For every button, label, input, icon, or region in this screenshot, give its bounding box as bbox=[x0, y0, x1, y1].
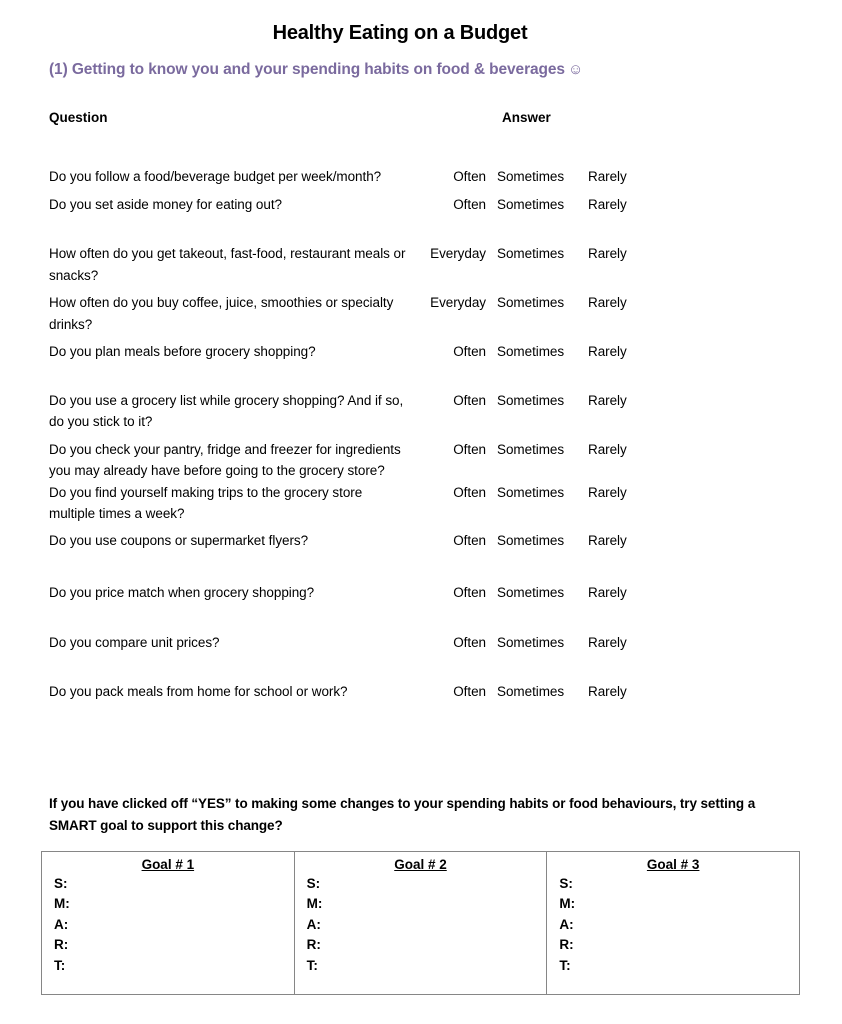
answer-option-sometimes[interactable]: Sometimes bbox=[497, 441, 565, 457]
answer-option-frequency[interactable]: Often bbox=[453, 484, 486, 500]
goal-column-header: Goal # 2 bbox=[394, 857, 447, 872]
question-text: Do you follow a food/beverage budget per week/month? bbox=[49, 169, 382, 184]
goal-line-label[interactable]: R: bbox=[559, 937, 574, 953]
answer-option-rarely[interactable]: Rarely bbox=[588, 484, 627, 500]
question-row bbox=[49, 194, 789, 216]
answer-options bbox=[409, 439, 627, 461]
answer-options bbox=[409, 482, 627, 504]
answer-option-frequency[interactable]: Often bbox=[453, 344, 486, 359]
answer-options bbox=[409, 341, 627, 363]
goal-line-label[interactable]: S: bbox=[306, 876, 321, 891]
goal-column bbox=[547, 852, 799, 994]
question-row bbox=[49, 530, 789, 552]
answer-options bbox=[409, 681, 627, 703]
smiley-face-icon: ☺ bbox=[567, 61, 584, 78]
goal-line-label[interactable]: A: bbox=[54, 916, 69, 932]
answer-option-frequency[interactable]: Often bbox=[453, 392, 486, 408]
answer-option-sometimes[interactable]: Sometimes bbox=[497, 684, 565, 699]
answer-option-sometimes[interactable]: Sometimes bbox=[497, 392, 565, 408]
goal-column-header: Goal # 1 bbox=[141, 857, 195, 872]
answer-options bbox=[409, 194, 627, 216]
question-row bbox=[49, 439, 789, 482]
answer-option-sometimes[interactable]: Sometimes bbox=[497, 196, 565, 212]
goal-line-label[interactable]: M: bbox=[54, 896, 70, 912]
answer-option-rarely[interactable]: Rarely bbox=[588, 585, 627, 600]
answer-option-frequency[interactable]: Often bbox=[453, 169, 486, 184]
column-header-answer: Answer bbox=[502, 110, 551, 125]
smart-goal-table bbox=[41, 851, 800, 995]
goal-entry-lines[interactable] bbox=[295, 874, 547, 976]
answer-options bbox=[409, 582, 627, 604]
answer-options bbox=[409, 243, 627, 265]
goal-line-label[interactable]: M: bbox=[559, 896, 576, 912]
question-text: Do you compare unit prices? bbox=[49, 634, 220, 650]
answer-option-rarely[interactable]: Rarely bbox=[588, 295, 627, 310]
question-text: How often do you buy coffee, juice, smoothies or specialty drinks? bbox=[49, 295, 394, 332]
goal-entry-lines[interactable] bbox=[42, 874, 294, 976]
answer-option-frequency[interactable]: Often bbox=[453, 634, 486, 650]
goal-column bbox=[295, 852, 548, 994]
answer-options bbox=[409, 390, 627, 412]
goal-line-label[interactable]: S: bbox=[54, 876, 68, 891]
answer-option-rarely[interactable]: Rarely bbox=[588, 392, 627, 408]
question-row bbox=[49, 166, 789, 188]
answer-option-rarely[interactable]: Rarely bbox=[588, 344, 627, 359]
question-row bbox=[49, 390, 789, 433]
question-text: Do you use a grocery list while grocery shopping? And if so, do you stick to it? bbox=[49, 392, 404, 429]
answer-option-rarely[interactable]: Rarely bbox=[588, 441, 627, 457]
goal-line-label[interactable]: T: bbox=[54, 957, 66, 973]
question-row bbox=[49, 632, 789, 654]
goal-line-label[interactable]: M: bbox=[306, 896, 323, 912]
goal-line-label[interactable]: R: bbox=[54, 937, 69, 953]
answer-option-sometimes[interactable]: Sometimes bbox=[497, 634, 565, 650]
page-title: Healthy Eating on a Budget bbox=[272, 22, 528, 44]
answer-option-frequency[interactable]: Everyday bbox=[430, 246, 486, 261]
answer-option-rarely[interactable]: Rarely bbox=[588, 684, 627, 699]
question-text: Do you use coupons or supermarket flyers? bbox=[49, 532, 309, 548]
question-list bbox=[49, 166, 789, 703]
answer-options bbox=[409, 166, 627, 188]
smart-goal-instruction: If you have clicked off “YES” to making some changes to your spending habits or food behaviours, try setting a SMART goal to support this change? bbox=[49, 796, 756, 833]
section-subtitle-text: (1) Getting to know you and your spending habits on food & beverages bbox=[49, 61, 565, 78]
question-row bbox=[49, 292, 789, 335]
goal-line-label[interactable]: T: bbox=[306, 957, 318, 973]
question-text: How often do you get takeout, fast-food, restaurant meals or snacks? bbox=[49, 246, 406, 283]
question-text: Do you check your pantry, fridge and freezer for ingredients you may already have before going to the grocery store? bbox=[49, 441, 401, 478]
answer-option-rarely[interactable]: Rarely bbox=[588, 532, 627, 548]
goal-line-label[interactable]: R: bbox=[306, 937, 321, 953]
answer-option-sometimes[interactable]: Sometimes bbox=[497, 585, 565, 600]
answer-option-sometimes[interactable]: Sometimes bbox=[497, 169, 565, 184]
answer-option-rarely[interactable]: Rarely bbox=[588, 634, 627, 650]
question-text: Do you plan meals before grocery shopping? bbox=[49, 344, 316, 359]
answer-option-sometimes[interactable]: Sometimes bbox=[497, 484, 565, 500]
answer-option-sometimes[interactable]: Sometimes bbox=[497, 344, 565, 359]
answer-options bbox=[409, 530, 627, 552]
answer-options bbox=[409, 292, 627, 314]
answer-option-frequency[interactable]: Often bbox=[453, 684, 486, 699]
goal-line-label[interactable]: S: bbox=[559, 876, 573, 891]
answer-option-sometimes[interactable]: Sometimes bbox=[497, 295, 565, 310]
answer-option-frequency[interactable]: Often bbox=[453, 532, 486, 548]
question-text: Do you find yourself making trips to the grocery store multiple times a week? bbox=[49, 484, 363, 521]
goal-column-header: Goal # 3 bbox=[646, 857, 700, 872]
answer-option-frequency[interactable]: Everyday bbox=[430, 295, 486, 310]
goal-line-label[interactable]: A: bbox=[306, 916, 321, 932]
answer-option-rarely[interactable]: Rarely bbox=[588, 246, 627, 261]
question-row bbox=[49, 582, 789, 604]
question-row bbox=[49, 243, 789, 286]
answer-option-rarely[interactable]: Rarely bbox=[588, 196, 627, 212]
goal-entry-lines[interactable] bbox=[547, 874, 799, 976]
question-text: Do you pack meals from home for school or work? bbox=[49, 684, 348, 699]
column-header-question: Question bbox=[49, 110, 108, 125]
section-subtitle bbox=[49, 61, 583, 79]
answer-option-rarely[interactable]: Rarely bbox=[588, 169, 627, 184]
answer-options bbox=[409, 632, 627, 654]
goal-line-label[interactable]: T: bbox=[559, 957, 571, 973]
question-row bbox=[49, 681, 789, 703]
answer-option-frequency[interactable]: Often bbox=[453, 585, 486, 600]
answer-option-sometimes[interactable]: Sometimes bbox=[497, 246, 565, 261]
question-row bbox=[49, 482, 789, 525]
goal-line-label[interactable]: A: bbox=[559, 916, 574, 932]
answer-option-frequency[interactable]: Often bbox=[453, 441, 486, 457]
goal-column bbox=[42, 852, 295, 994]
question-row bbox=[49, 341, 789, 363]
question-text: Do you set aside money for eating out? bbox=[49, 196, 282, 212]
answer-option-frequency[interactable]: Often bbox=[453, 196, 486, 212]
answer-option-sometimes[interactable]: Sometimes bbox=[497, 532, 565, 548]
question-text: Do you price match when grocery shopping? bbox=[49, 585, 315, 600]
